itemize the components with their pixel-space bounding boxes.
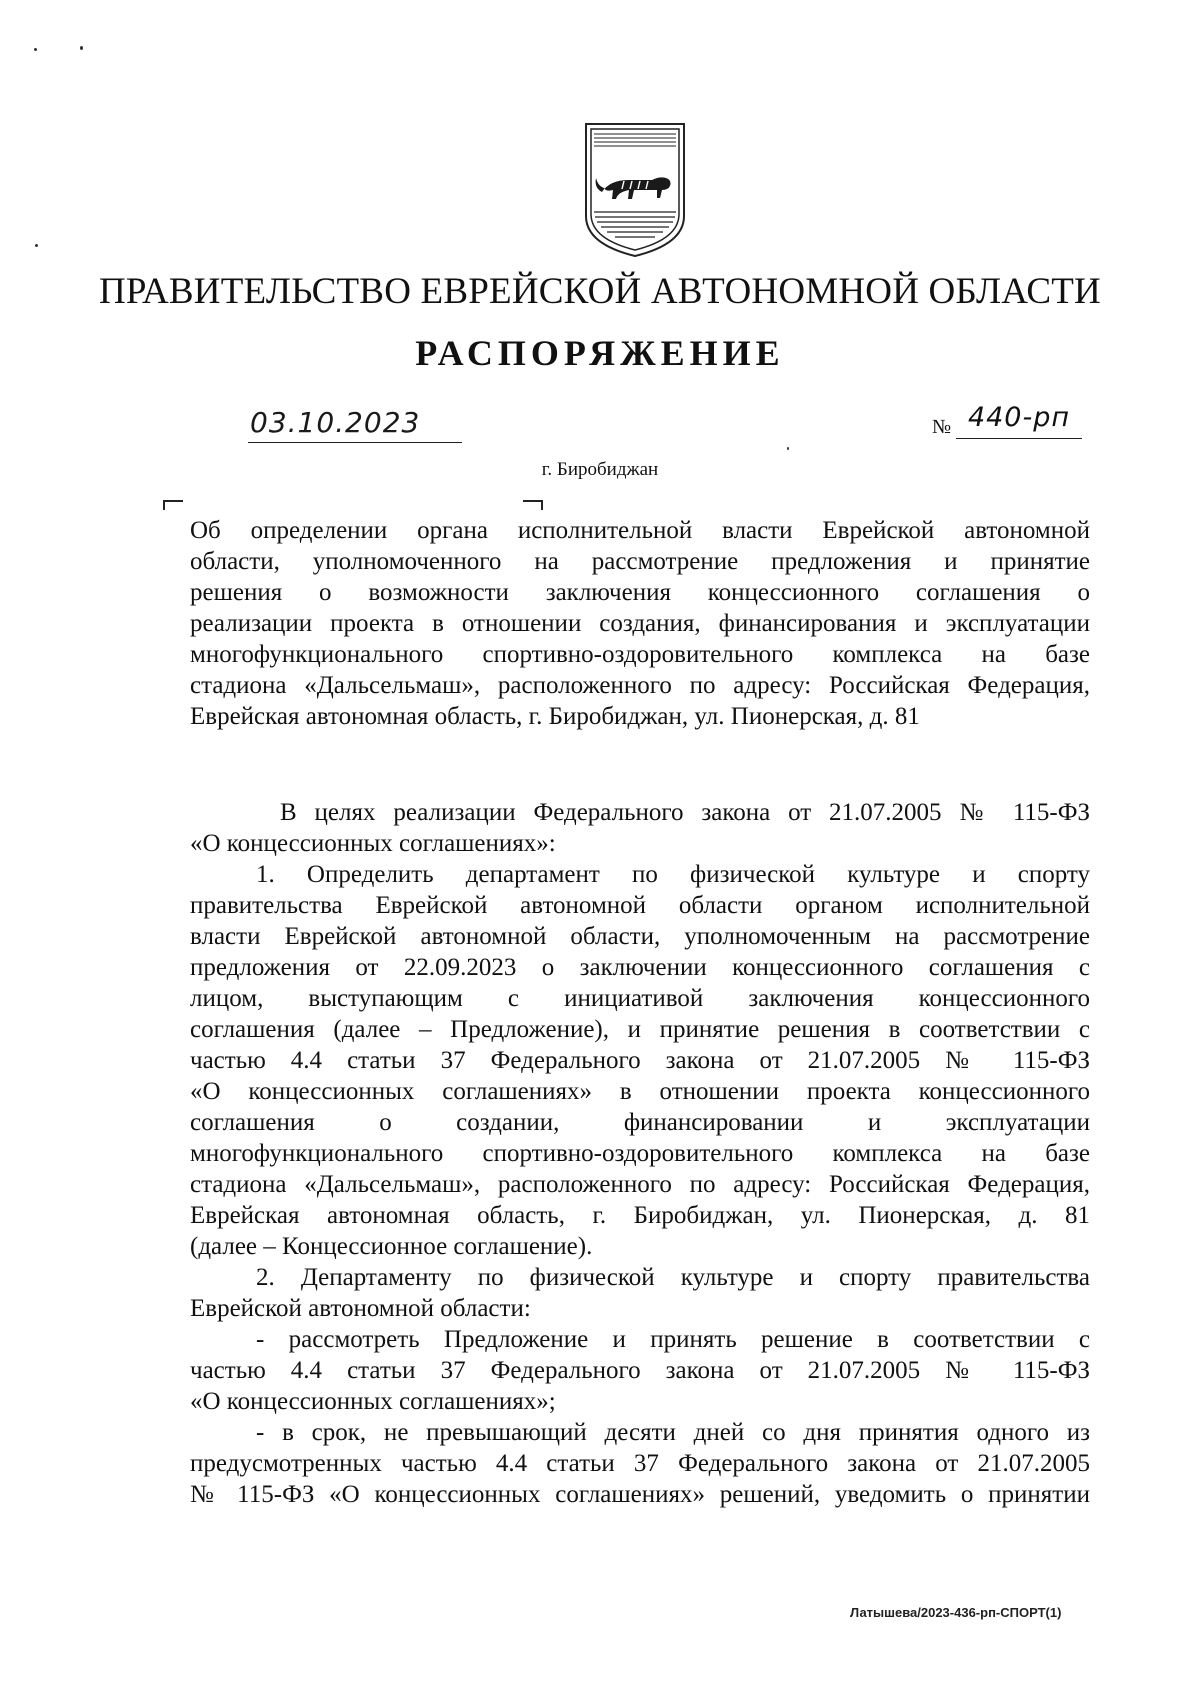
body-line: стадиона «Дальсельмаш», расположенного по адресу: Российская Федерация, xyxy=(190,1171,1090,1198)
coat-of-arms-emblem xyxy=(582,120,688,260)
body-line: Еврейская автономная область, г. Биробиджан, ул. Пионерская, д. 81 xyxy=(190,1202,1090,1229)
subject-line: многофункционального спортивно-оздоровительного комплекса на базе xyxy=(190,641,1090,668)
subject-line: Об определении органа исполнительной власти Еврейской автономной xyxy=(190,517,1090,544)
handwritten-document-number: 440-рп xyxy=(956,402,1082,439)
body-line: № 115-ФЗ «О концессионных соглашениях» решений, уведомить о принятии xyxy=(190,1481,1090,1508)
subject-line: стадиона «Дальсельмаш», расположенного по адресу: Российская Федерация, xyxy=(190,672,1090,699)
body-line: предложения от 22.09.2023 о заключении концессионного соглашения с xyxy=(190,954,1090,981)
body-line: предусмотренных частью 4.4 статьи 37 Федерального закона от 21.07.2005 xyxy=(190,1450,1090,1477)
body-line: - рассмотреть Предложение и принять решение в соответствии с xyxy=(256,1326,1090,1353)
number-label: № xyxy=(932,416,952,438)
body-line: Еврейской автономной области: xyxy=(190,1295,531,1322)
body-line: (далее – Концессионное соглашение). xyxy=(190,1233,593,1260)
body-line: «О концессионных соглашениях» в отношении проекта концессионного xyxy=(190,1078,1090,1105)
subject-line: решения о возможности заключения концессионного соглашения о xyxy=(190,579,1090,606)
body-line: 2. Департаменту по физической культуре и спорту правительства xyxy=(256,1264,1090,1291)
body-line: В целях реализации Федерального закона от 21.07.2005 № 115-ФЗ xyxy=(280,799,1090,826)
body-line: частью 4.4 статьи 37 Федерального закона от 21.07.2005 № 115-ФЗ xyxy=(190,1047,1090,1074)
subject-line: области, уполномоченного на рассмотрение предложения и принятие xyxy=(190,548,1090,575)
handwritten-date: 03.10.2023 xyxy=(248,406,462,443)
subject-heading xyxy=(190,515,1090,732)
body-line: многофункционального спортивно-оздоровительного комплекса на базе xyxy=(190,1140,1090,1167)
body-line: - в срок, не превышающий десяти дней со дня принятия одного из xyxy=(256,1419,1090,1446)
body-line: власти Еврейской автономной области, уполномоченным на рассмотрение xyxy=(190,923,1090,950)
body-line: соглашения о создании, финансировании и эксплуатации xyxy=(190,1109,1090,1136)
subject-corner-mark-left xyxy=(163,500,183,510)
body-line: «О концессионных соглашениях»: xyxy=(190,830,556,857)
body-line: лицом, выступающим с инициативой заключения концессионного xyxy=(190,985,1090,1012)
body-line: соглашения (далее – Предложение), и принятие решения в соответствии с xyxy=(190,1016,1090,1043)
body-line: частью 4.4 статьи 37 Федерального закона от 21.07.2005 № 115-ФЗ xyxy=(190,1357,1090,1384)
document-type-title: РАСПОРЯЖЕНИЕ xyxy=(415,333,785,373)
subject-line: реализации проекта в отношении создания, финансирования и эксплуатации xyxy=(190,610,1090,637)
subject-line: Еврейская автономная область, г. Биробиджан, ул. Пионерская, д. 81 xyxy=(190,703,920,730)
body-line: правительства Еврейской автономной области органом исполнительной xyxy=(190,892,1090,919)
government-title: ПРАВИТЕЛЬСТВО ЕВРЕЙСКОЙ АВТОНОМНОЙ ОБЛАСТИ xyxy=(99,271,1101,312)
file-reference-footer: Латышева/2023-436-рп-СПОРТ(1) xyxy=(850,1605,1062,1620)
city-label: г. Биробиджан xyxy=(541,459,659,480)
body-line: «О концессионных соглашениях»; xyxy=(190,1388,556,1415)
document-body xyxy=(190,797,1090,1510)
body-line: 1. Определить департамент по физической культуре и спорту xyxy=(256,861,1090,888)
subject-corner-mark-right xyxy=(523,500,543,510)
